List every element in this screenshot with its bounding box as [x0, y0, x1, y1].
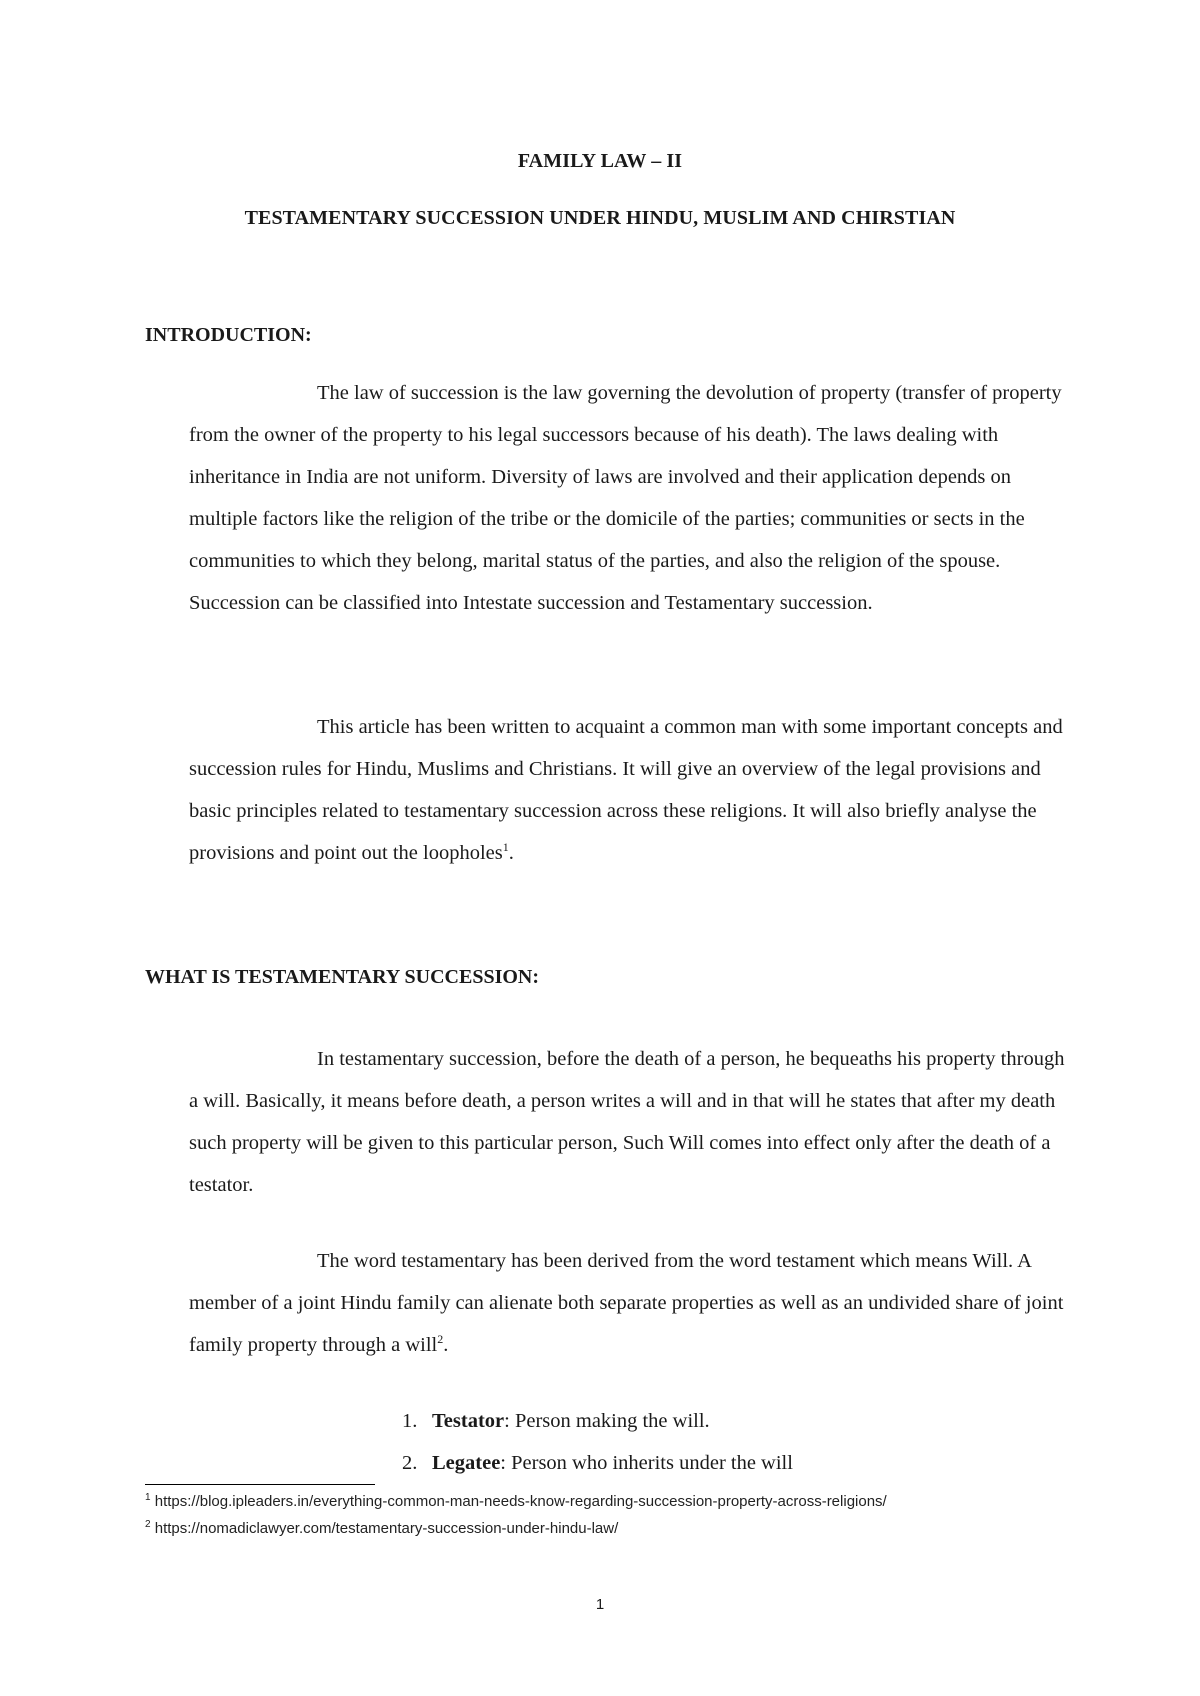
introduction-paragraph-2	[189, 706, 1069, 874]
footnote-separator	[145, 1484, 375, 1485]
page-number: 1	[595, 1596, 605, 1613]
introduction-paragraph-2-end: .	[508, 842, 514, 864]
footnote-reference-1[interactable]: 1	[502, 840, 509, 855]
what-is-paragraph-2	[189, 1240, 1069, 1366]
list-item-term: Testator	[432, 1410, 505, 1432]
introduction-heading: INTRODUCTION:	[145, 324, 312, 346]
footnote-marker: 2	[145, 1519, 151, 1530]
footnote-link[interactable]: https://blog.ipleaders.in/everything-common-man-needs-know-regarding-succession-property-across-religions/	[150, 1493, 887, 1510]
list-item-number: 1.	[402, 1410, 418, 1432]
definitions-list	[402, 1400, 793, 1484]
list-item	[402, 1400, 793, 1442]
introduction-paragraph-2-text: This article has been written to acquaint a common man with some important concepts and succession rules for Hindu, Muslims and Christians. It will give an overview of the legal provisions and basic principles related to testamentary succession across these religions. It will also briefly analyse the provisions and point out the loopholes	[189, 716, 1063, 864]
footnote-link[interactable]: https://nomadiclawyer.com/testamentary-succession-under-hindu-law/	[150, 1520, 619, 1537]
footnotes	[145, 1488, 1025, 1542]
footnote-marker: 1	[145, 1492, 151, 1503]
footnote-1	[145, 1488, 1025, 1515]
list-item-definition: : Person making the will.	[504, 1410, 710, 1432]
testamentary-succession-heading: WHAT IS TESTAMENTARY SUCCESSION:	[145, 966, 540, 988]
list-item-definition: : Person who inherits under the will	[500, 1452, 793, 1474]
what-is-paragraph-1-text: In testamentary succession, before the death of a person, he bequeaths his property through a will. Basically, it means before death, a person writes a will and in that will he states that after my death such property will be given to this particular person, Such Will comes into effect only after the death of a testator.	[189, 1048, 1065, 1196]
footnote-2	[145, 1515, 1025, 1542]
document-subtitle: TESTAMENTARY SUCCESSION UNDER HINDU, MUSLIM AND CHIRSTIAN	[244, 207, 956, 229]
introduction-paragraph-1-text: The law of succession is the law governing the devolution of property (transfer of property from the owner of the property to his legal successors because of his death). The laws dealing with inheritance in India are not uniform. Diversity of laws are involved and their application depends on multiple factors like the religion of the tribe or the domicile of the parties; communities or sects in the communities to which they belong, marital status of the parties, and also the religion of the spouse. Succession can be classified into Intestate succession and Testamentary succession.	[189, 382, 1062, 614]
introduction-paragraph-1	[189, 372, 1069, 624]
list-item-term: Legatee	[432, 1452, 501, 1474]
footnote-reference-2[interactable]: 2	[437, 1332, 444, 1347]
what-is-paragraph-2-text: The word testamentary has been derived from the word testament which means Will. A member of a joint Hindu family can alienate both separate properties as well as an undivided share of joint family property through a will	[189, 1250, 1064, 1356]
list-item-number: 2.	[402, 1452, 418, 1474]
list-item	[402, 1442, 793, 1484]
document-title: FAMILY LAW – II	[517, 150, 683, 172]
what-is-paragraph-1	[189, 1038, 1069, 1206]
what-is-paragraph-2-end: .	[443, 1334, 449, 1356]
